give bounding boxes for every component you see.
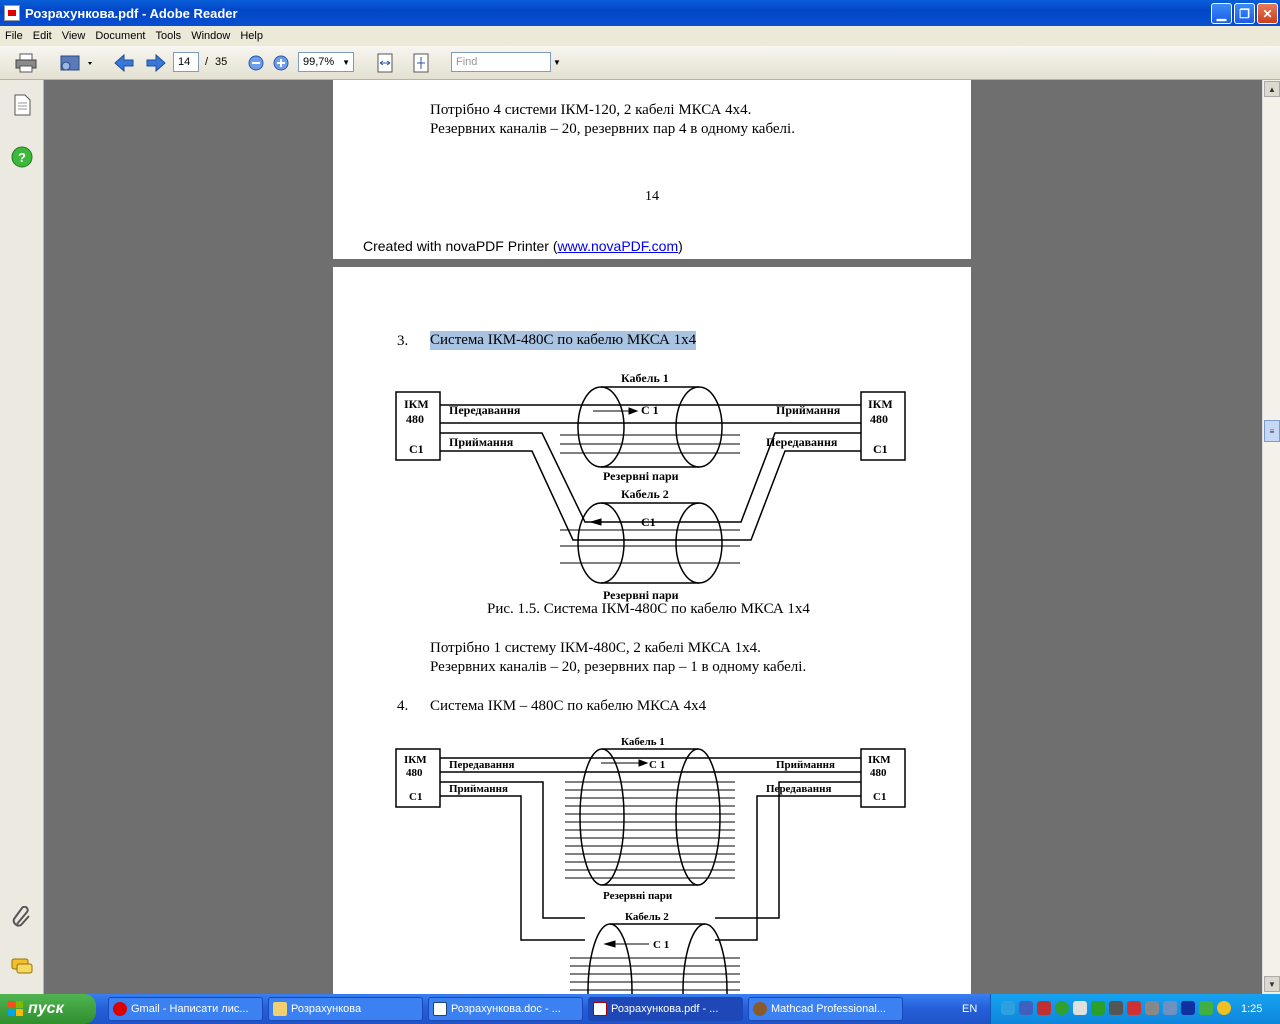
task-gmail[interactable] [108, 997, 263, 1021]
scroll-thumb[interactable]: ≡ [1264, 420, 1280, 442]
paperclip-icon [11, 906, 33, 928]
pdf-page-15 [333, 267, 971, 994]
pages-icon [12, 94, 32, 116]
mathcad-icon [753, 1002, 767, 1016]
word-doc-icon [433, 1002, 447, 1016]
section4-number: 4. [397, 698, 409, 714]
language-indicator[interactable]: EN [962, 1003, 978, 1015]
zoom-in-button[interactable] [271, 52, 291, 74]
document-area[interactable] [44, 80, 1262, 994]
comments-icon [10, 956, 34, 978]
menu-edit[interactable]: Edit [32, 30, 52, 42]
task-adobe-label: Розрахункова.pdf - ... [611, 1003, 719, 1015]
figure-1-6-diagram [395, 732, 907, 994]
chevron-down-icon: ▼ [342, 57, 350, 67]
pdf-icon [593, 1002, 607, 1016]
figure-1-5-caption: Рис. 1.5. Система ІКМ-480С по кабелю МКСА 1х4 [487, 601, 810, 617]
footer-suffix: ) [678, 238, 683, 254]
page2-line1: Потрібно 1 систему ІКМ-480С, 2 кабелі МКСА 1х4. [430, 640, 761, 656]
toolbar [0, 46, 1280, 80]
menu-bar [0, 26, 1280, 46]
start-button[interactable] [0, 994, 96, 1024]
usb-icon[interactable] [1163, 1001, 1177, 1015]
start-label: пуск [28, 1000, 64, 1017]
maximize-button[interactable]: ❐ [1234, 3, 1255, 24]
pdf-page-14 [333, 80, 971, 259]
fig1-ikm-left-num: 480 [406, 412, 424, 426]
help-icon [11, 146, 33, 168]
navigation-pane [0, 80, 44, 994]
fig2-c1-right: С1 [873, 791, 887, 803]
task-word-label: Розрахункова.doc - ... [451, 1003, 561, 1015]
page1-line2: Резервних каналів – 20, резервних пар 4 в одному кабелі. [430, 121, 795, 137]
fig2-ikm-right: ІКМ [868, 754, 891, 766]
page-number-input[interactable]: 14 [173, 52, 199, 72]
menu-view[interactable]: View [61, 30, 86, 42]
help-button[interactable] [11, 146, 33, 171]
status-icon[interactable] [1073, 1001, 1087, 1015]
fig1-c1-top: С 1 [641, 403, 659, 417]
footer-prefix: Created with novaPDF Printer ( [363, 238, 558, 254]
task-gmail-label: Gmail - Написати лис... [131, 1003, 249, 1015]
menu-file[interactable]: File [5, 30, 23, 42]
weather-icon[interactable] [1217, 1001, 1231, 1015]
folder-icon [273, 1002, 287, 1016]
fig2-c1-bottom: С 1 [653, 939, 670, 951]
section3-number: 3. [397, 333, 409, 349]
antivirus-icon[interactable] [1055, 1001, 1069, 1015]
arrow-right-icon [145, 53, 167, 73]
fit-width-button[interactable] [374, 52, 396, 74]
fig1-spare-bottom: Резервні пари [603, 588, 679, 602]
fig2-c1-left: С1 [409, 791, 423, 803]
fig1-c1-bottom: С1 [641, 515, 656, 529]
fig1-tx-right: Передавання [766, 435, 838, 449]
comments-button[interactable] [10, 956, 34, 981]
fit-page-icon [412, 53, 430, 73]
zoom-out-button[interactable] [246, 52, 266, 74]
fig2-tx-left: Передавання [449, 759, 515, 771]
zoom-select[interactable] [298, 52, 354, 72]
print-button[interactable] [12, 52, 40, 74]
fit-page-button[interactable] [410, 52, 432, 74]
menu-tools[interactable]: Tools [155, 30, 182, 42]
section4-title: Система ІКМ – 480С по кабелю МКСА 4х4 [430, 698, 707, 714]
messenger-icon[interactable] [1199, 1001, 1213, 1015]
scroll-up-button[interactable]: ▲ [1264, 81, 1280, 97]
system-tray [990, 994, 1280, 1024]
close-button[interactable]: ✕ [1257, 3, 1278, 24]
app-tray-icon[interactable] [1091, 1001, 1105, 1015]
find-input[interactable]: Find [451, 52, 551, 72]
sound-icon[interactable] [1145, 1001, 1159, 1015]
task-adobe-reader[interactable] [588, 997, 743, 1021]
fig2-cable1: Кабель 1 [621, 736, 665, 748]
page-total: 35 [215, 56, 228, 68]
menu-help[interactable]: Help [240, 30, 263, 42]
task-mathcad[interactable] [748, 997, 903, 1021]
figure-1-5-diagram [395, 367, 907, 607]
footer-link[interactable]: www.novaPDF.com [557, 238, 679, 254]
fig2-rx-left: Приймання [449, 783, 508, 795]
attachments-button[interactable] [11, 906, 33, 931]
fig1-spare-top: Резервні пари [603, 469, 679, 483]
zoom-out-icon [247, 54, 265, 72]
footer-text [363, 238, 683, 254]
fig1-cable2: Кабель 2 [621, 487, 669, 501]
fig1-cable1: Кабель 1 [621, 371, 669, 385]
arrow-left-icon [113, 53, 135, 73]
fig1-rx-right: Приймання [776, 403, 841, 417]
fig2-spare-top: Резервні пари [603, 890, 673, 902]
fig2-ikm-right-num: 480 [870, 767, 887, 779]
minimize-button[interactable]: ▁ [1211, 3, 1232, 24]
monitor-icon[interactable] [1019, 1001, 1033, 1015]
page2-line2: Резервних каналів – 20, резервних пар – 1 в одному кабелі. [430, 659, 807, 675]
task-folder[interactable] [268, 997, 423, 1021]
fig1-ikm-right-num: 480 [870, 412, 888, 426]
printer-icon [15, 53, 37, 73]
printer-tray-icon[interactable] [1109, 1001, 1123, 1015]
fig2-c1-top: С 1 [649, 759, 666, 771]
window-title: Розрахункова.pdf - Adobe Reader [25, 5, 238, 21]
windows-logo-icon [8, 1001, 24, 1017]
fig1-ikm-right: ІКМ [868, 397, 893, 411]
fig2-ikm-left-num: 480 [406, 767, 423, 779]
svg-text:?: ? [18, 150, 26, 165]
task-folder-label: Розрахункова [291, 1003, 362, 1015]
previous-page-button[interactable] [112, 52, 136, 74]
menu-document[interactable]: Document [95, 30, 146, 42]
page-number: 14 [645, 189, 659, 204]
section3-title: Система ІКМ-480С по кабелю МКСА 1х4 [430, 332, 697, 348]
fit-width-icon [376, 53, 394, 73]
zoom-in-icon [272, 54, 290, 72]
fig2-rx-right: Приймання [776, 759, 835, 771]
page1-line1: Потрібно 4 системи ІКМ-120, 2 кабелі МКСА 4х4. [430, 102, 752, 118]
title-bar [0, 0, 1280, 26]
task-word[interactable] [428, 997, 583, 1021]
task-mathcad-label: Mathcad Professional... [771, 1003, 886, 1015]
network-icon[interactable] [1001, 1001, 1015, 1015]
fig1-tx-left: Передавання [449, 403, 521, 417]
fig2-tx-right: Передавання [766, 783, 832, 795]
clock: 1:25 [1241, 1003, 1263, 1015]
security-icon[interactable] [1037, 1001, 1051, 1015]
media-player-icon[interactable] [1181, 1001, 1195, 1015]
pdf-app-icon [4, 5, 20, 21]
next-page-button[interactable] [144, 52, 168, 74]
opera-icon [113, 1002, 127, 1016]
update-icon[interactable] [1127, 1001, 1141, 1015]
menu-window[interactable]: Window [191, 30, 231, 42]
zoom-value: 99,7% [303, 56, 335, 68]
fig2-cable2: Кабель 2 [625, 911, 669, 923]
fig1-c1-right: С1 [873, 442, 888, 456]
search-tool-button[interactable] [56, 52, 96, 74]
vertical-scrollbar[interactable] [1262, 80, 1280, 994]
fig1-rx-left: Приймання [449, 435, 514, 449]
fig1-c1-left: С1 [409, 442, 424, 456]
binoculars-icon [58, 53, 94, 73]
taskbar [0, 994, 1280, 1024]
page-separator: / [205, 56, 209, 68]
find-dropdown-icon[interactable]: ▼ [553, 58, 561, 67]
fig2-ikm-left: ІКМ [404, 754, 427, 766]
pages-panel-button[interactable] [12, 94, 32, 119]
fig1-ikm-left: ІКМ [404, 397, 429, 411]
scroll-down-button[interactable]: ▼ [1264, 976, 1280, 992]
